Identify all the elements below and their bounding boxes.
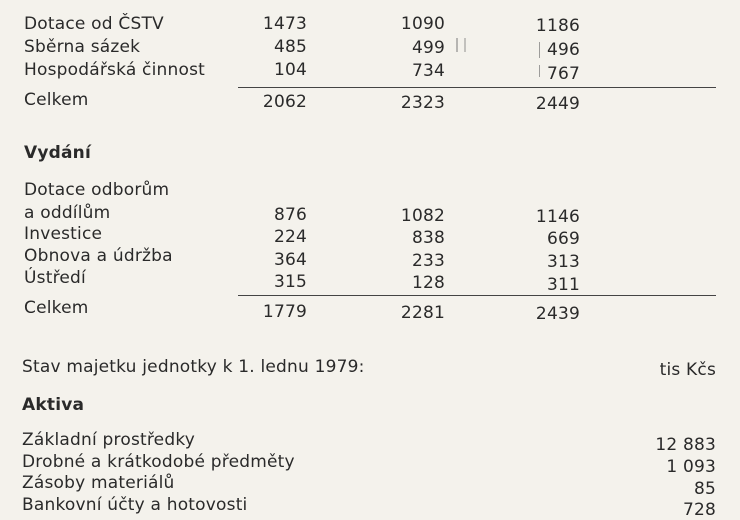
- scan-artifact: [539, 65, 540, 77]
- value-col3: 669: [546, 229, 580, 249]
- assets-heading: Aktiva: [22, 395, 85, 415]
- total-col3: 2439: [535, 304, 580, 324]
- value-col2: 734: [411, 61, 445, 81]
- value-col3: 767: [546, 64, 580, 84]
- total-label: Celkem: [24, 90, 89, 110]
- unit-label: tis Kčs: [659, 360, 716, 380]
- row-value: 728: [682, 500, 716, 520]
- value-col1: 315: [273, 272, 307, 292]
- total-col1: 1779: [262, 302, 307, 322]
- total-col2: 2323: [400, 93, 445, 113]
- value-col3: 1186: [535, 16, 580, 36]
- total-col1: 2062: [262, 92, 307, 112]
- row-label: Hospodářská činnost: [24, 60, 205, 80]
- scan-artifact: [456, 38, 458, 52]
- value-col2: 499: [411, 38, 445, 58]
- value-col1: 485: [273, 37, 307, 57]
- total-label: Celkem: [24, 298, 89, 318]
- total-col2: 2281: [400, 303, 445, 323]
- value-col1: 364: [273, 250, 307, 270]
- row-label: Bankovní účty a hotovosti: [22, 495, 248, 515]
- row-label: Drobné a krátkodobé předměty: [22, 452, 295, 472]
- value-col2: 1090: [400, 14, 445, 34]
- row-label: Základní prostředky: [22, 430, 196, 450]
- value-col2: 233: [411, 251, 445, 271]
- value-col3: 311: [546, 275, 580, 295]
- value-col2: 128: [411, 273, 445, 293]
- value-col3: 313: [546, 252, 580, 272]
- row-label: Sběrna sázek: [24, 37, 141, 57]
- value-col1: 224: [273, 227, 307, 247]
- scan-artifact: [464, 38, 466, 52]
- row-label: Obnova a údržba: [24, 246, 173, 266]
- row-label: Zásoby materiálů: [22, 473, 175, 493]
- row-value: 1 093: [666, 457, 716, 477]
- value-col1: 1473: [262, 14, 307, 34]
- row-label: Dotace od ČSTV: [24, 14, 164, 34]
- value-col1: 876: [273, 205, 307, 225]
- total-rule: [238, 295, 716, 296]
- row-label: Investice: [24, 224, 103, 244]
- value-col2: 1082: [400, 206, 445, 226]
- assets-intro: Stav majetku jednotky k 1. lednu 1979:: [22, 357, 365, 377]
- row-value: 12 883: [655, 435, 716, 455]
- value-col1: 104: [273, 60, 307, 80]
- row-value: 85: [693, 479, 716, 499]
- value-col3: 496: [546, 40, 580, 60]
- total-col3: 2449: [535, 94, 580, 114]
- value-col3: 1146: [535, 207, 580, 227]
- row-label: Dotace odborům: [24, 180, 170, 200]
- total-rule: [238, 87, 716, 88]
- value-col2: 838: [411, 228, 445, 248]
- row-label: a oddílům: [24, 203, 111, 223]
- row-label: Ústředí: [24, 268, 86, 288]
- scan-artifact: [539, 42, 540, 58]
- expenses-heading: Vydání: [24, 143, 92, 163]
